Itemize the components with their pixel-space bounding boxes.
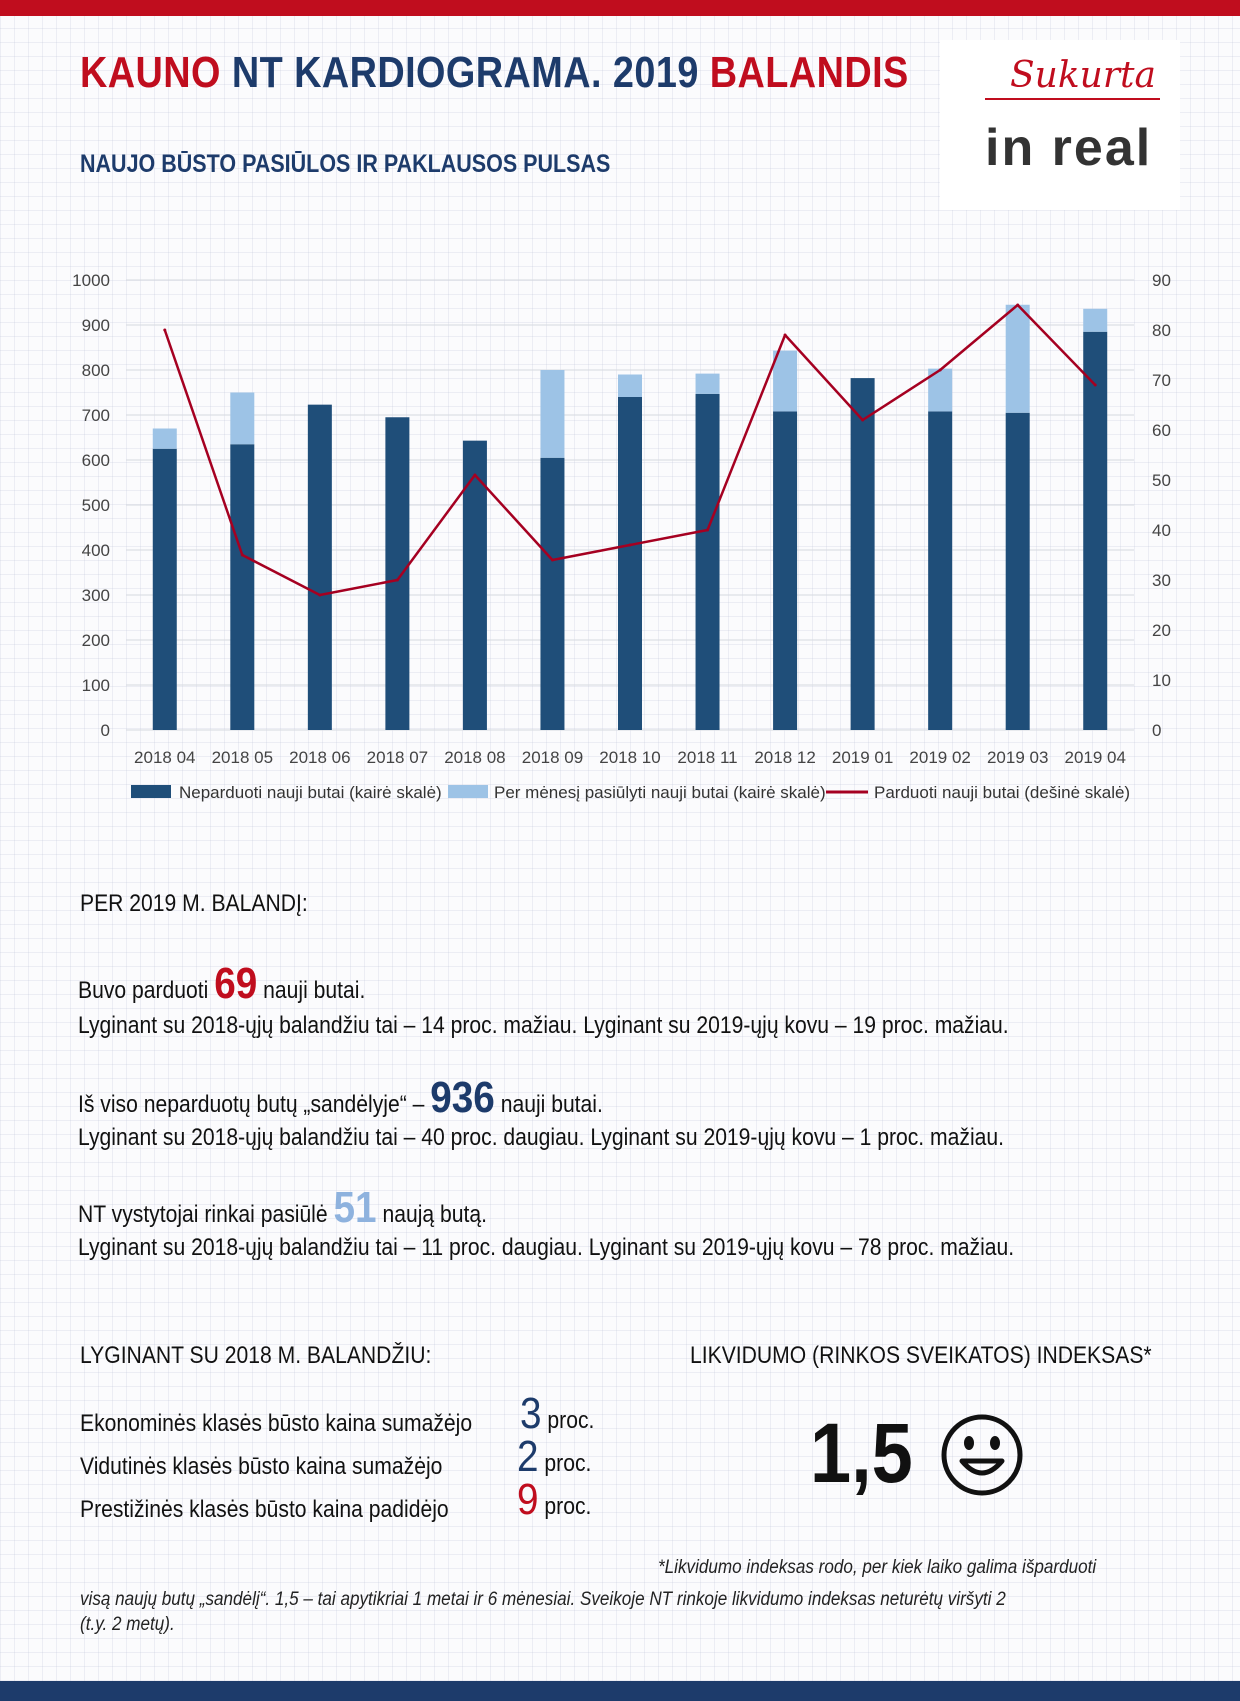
- top-accent-bar: [0, 0, 1240, 16]
- price-row-premium-value: [517, 1475, 592, 1524]
- sold-comparison: Lyginant su 2018-ųjų balandžiu tai – 14 proc. mažiau. Lyginant su 2019-ųjų kovu – 19 proc. mažiau.: [78, 1012, 1009, 1039]
- bar-unsold: [851, 378, 875, 730]
- y-right-tick-label: 30: [1152, 571, 1171, 590]
- x-tick-label: 2018 09: [521, 748, 584, 767]
- stock-post: nauji butai.: [500, 1091, 603, 1118]
- footnote-line-1: *Likvidumo indeksas rodo, per kiek laiko galima išparduoti: [658, 1557, 1097, 1578]
- page-title: [80, 48, 909, 98]
- y-right-tick-label: 40: [1152, 521, 1171, 540]
- smiley-icon: [940, 1413, 1024, 1497]
- stock-pre: Iš viso neparduotų butų „sandėlyje“ –: [78, 1091, 425, 1118]
- logo-script-text: Sukurta: [1010, 55, 1156, 96]
- stock-comparison: Lyginant su 2018-ųjų balandžiu tai – 40 proc. daugiau. Lyginant su 2019-ųjų kovu – 1 proc. mažiau.: [78, 1124, 1004, 1151]
- y-left-tick-label: 1000: [72, 271, 110, 290]
- sold-point: [473, 474, 476, 477]
- legend-label-offered: Per mėnesį pasiūlyti nauji butai (kairė skalė): [494, 783, 826, 802]
- bar-offered: [618, 375, 642, 398]
- x-tick-label: 2019 04: [1064, 748, 1126, 767]
- price-row-middle-value: [517, 1432, 592, 1481]
- logo-wordmark: in real: [985, 119, 1153, 177]
- y-right-tick-label: 60: [1152, 421, 1171, 440]
- bar-unsold: [540, 458, 564, 730]
- x-tick-label: 2018 11: [677, 748, 738, 767]
- y-left-tick-label: 900: [81, 316, 110, 335]
- y-right-tick-label: 80: [1152, 321, 1171, 340]
- bar-offered: [540, 370, 564, 458]
- offered-statement: [78, 1183, 487, 1232]
- legend-label-sold: Parduoti nauji butai (dešinė skalė): [874, 783, 1131, 802]
- x-tick-label: 2018 12: [754, 748, 816, 767]
- sold-point: [1094, 384, 1097, 387]
- sold-point: [706, 529, 709, 532]
- bar-unsold: [1083, 332, 1107, 730]
- offered-comparison: Lyginant su 2018-ųjų balandžiu tai – 11 proc. daugiau. Lyginant su 2019-ųjų kovu – 78 proc. mažiau.: [78, 1234, 1015, 1261]
- y-left-tick-label: 300: [81, 586, 110, 605]
- y-left-tick-label: 700: [81, 406, 110, 425]
- price-economy-number: 3: [520, 1389, 542, 1438]
- bar-unsold: [696, 394, 720, 730]
- y-right-tick-label: 10: [1152, 671, 1171, 690]
- section1-heading: PER 2019 M. BALANDĮ:: [80, 890, 308, 917]
- y-right-tick-label: 0: [1152, 721, 1162, 740]
- stock-statement: [78, 1073, 603, 1122]
- footnote-line-2: visą naujų butų „sandėlį“. 1,5 – tai apytikriai 1 metai ir 6 mėnesiai. Sveikoje NT rinkoje likvidumo indeksas neturėtų viršyti 2: [80, 1589, 1006, 1610]
- bottom-accent-bar: [0, 1681, 1240, 1701]
- x-tick-label: 2018 07: [366, 748, 429, 767]
- footnote-line-3: (t.y. 2 metų).: [80, 1614, 175, 1635]
- title-city: KAUNO: [80, 48, 221, 97]
- bar-unsold: [308, 405, 332, 730]
- bar-unsold: [928, 411, 952, 730]
- x-tick-label: 2018 06: [289, 748, 351, 767]
- page-subtitle: NAUJO BŪSTO PASIŪLOS IR PAKLAUSOS PULSAS: [80, 150, 611, 178]
- sold-post: nauji butai.: [263, 977, 366, 1004]
- title-month: BALANDIS: [709, 48, 909, 97]
- x-tick-label: 2018 10: [599, 748, 661, 767]
- price-middle-unit: proc.: [544, 1450, 592, 1477]
- y-left-tick-label: 0: [100, 721, 110, 740]
- price-premium-unit: proc.: [544, 1493, 592, 1520]
- sold-point: [784, 334, 787, 337]
- sold-point: [861, 419, 864, 422]
- price-row-premium-label: Prestižinės klasės būsto kaina padidėjo: [80, 1496, 449, 1523]
- sold-statement: [78, 959, 366, 1008]
- legend-swatch-unsold: [131, 785, 171, 798]
- bar-unsold: [618, 397, 642, 730]
- x-tick-label: 2019 03: [986, 748, 1049, 767]
- bar-unsold: [385, 417, 409, 730]
- bar-offered: [773, 351, 797, 412]
- y-left-tick-label: 600: [81, 451, 110, 470]
- bar-unsold: [1006, 413, 1030, 730]
- sold-point: [396, 579, 399, 582]
- logo-underline: [985, 98, 1160, 100]
- y-left-tick-label: 400: [81, 541, 110, 560]
- x-tick-label: 2019 02: [909, 748, 971, 767]
- x-tick-label: 2019 01: [831, 748, 894, 767]
- sold-point: [163, 329, 166, 332]
- sold-number: 69: [214, 959, 258, 1008]
- y-right-tick-label: 90: [1152, 271, 1171, 290]
- sold-point: [551, 559, 554, 562]
- sold-point: [318, 594, 321, 597]
- x-tick-label: 2018 05: [211, 748, 274, 767]
- bar-offered: [230, 393, 254, 445]
- price-row-economy-value: [520, 1389, 595, 1438]
- sold-pre: Buvo parduoti: [78, 977, 209, 1004]
- sold-point: [629, 544, 632, 547]
- legend-swatch-offered: [448, 785, 488, 798]
- combo-chart: [0, 240, 1240, 820]
- y-right-tick-label: 70: [1152, 371, 1171, 390]
- y-right-tick-label: 50: [1152, 471, 1171, 490]
- bar-offered: [1006, 305, 1030, 413]
- bar-unsold: [773, 411, 797, 730]
- sold-point: [241, 554, 244, 557]
- sold-point: [1016, 304, 1019, 307]
- x-tick-label: 2018 08: [444, 748, 506, 767]
- y-left-tick-label: 800: [81, 361, 110, 380]
- y-left-tick-label: 500: [81, 496, 110, 515]
- price-economy-unit: proc.: [547, 1407, 595, 1434]
- bar-unsold: [230, 444, 254, 730]
- y-right-tick-label: 20: [1152, 621, 1171, 640]
- stock-number: 936: [430, 1073, 495, 1122]
- bar-offered: [1083, 309, 1107, 332]
- price-middle-number: 2: [517, 1432, 539, 1481]
- sold-point: [939, 369, 942, 372]
- bar-unsold: [153, 449, 177, 730]
- title-main: NT KARDIOGRAMA. 2019: [231, 48, 699, 97]
- chart-legend: [131, 783, 1130, 802]
- liquidity-value: 1,5: [810, 1406, 913, 1500]
- bar-offered: [153, 429, 177, 449]
- chart-bars: [153, 305, 1107, 730]
- section2-heading: LYGINANT SU 2018 M. BALANDŽIU:: [80, 1342, 432, 1369]
- y-left-tick-label: 200: [81, 631, 110, 650]
- x-tick-label: 2018 04: [134, 748, 196, 767]
- liquidity-heading: LIKVIDUMO (RINKOS SVEIKATOS) INDEKSAS*: [690, 1342, 1152, 1369]
- offered-pre: NT vystytojai rinkai pasiūlė: [78, 1201, 328, 1228]
- legend-label-unsold: Neparduoti nauji butai (kairė skalė): [179, 783, 442, 802]
- offered-number: 51: [333, 1183, 377, 1232]
- bar-offered: [696, 374, 720, 394]
- y-left-tick-label: 100: [81, 676, 110, 695]
- price-premium-number: 9: [517, 1475, 539, 1524]
- price-row-middle-label: Vidutinės klasės būsto kaina sumažėjo: [80, 1453, 443, 1480]
- price-row-economy-label: Ekonominės klasės būsto kaina sumažėjo: [80, 1410, 473, 1437]
- offered-post: naują butą.: [382, 1201, 487, 1228]
